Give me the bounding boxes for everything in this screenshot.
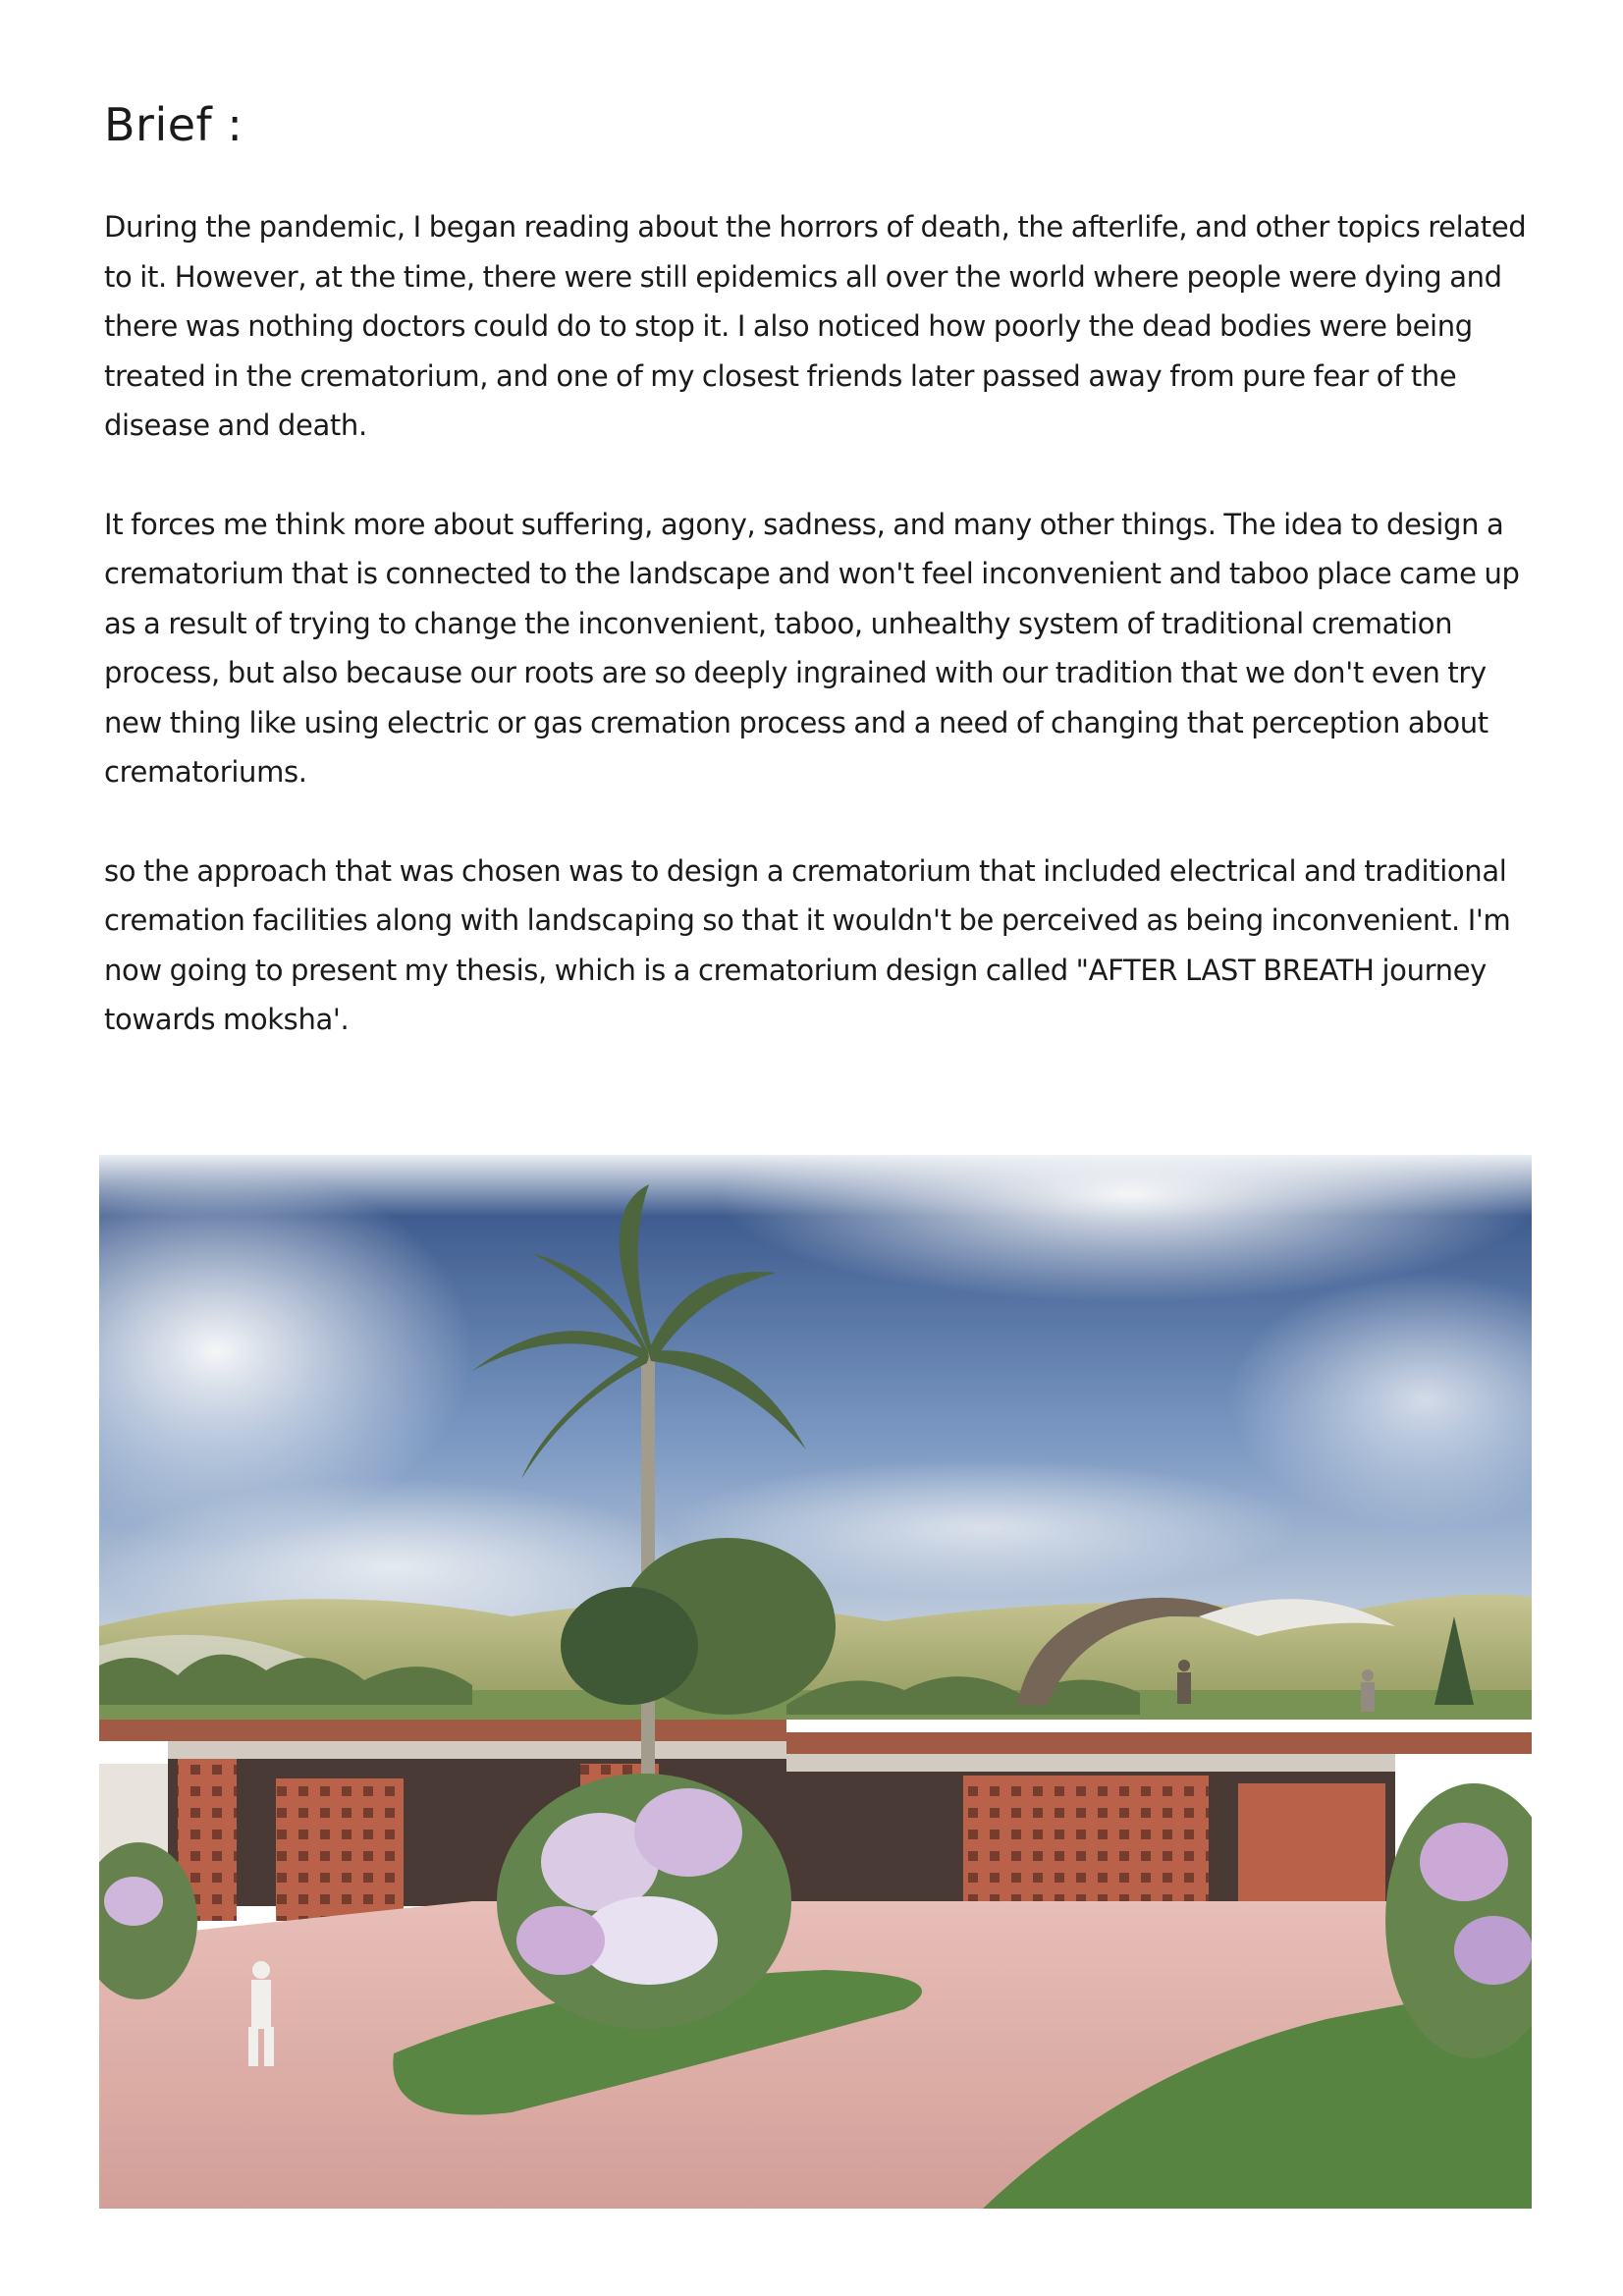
film-grain-overlay bbox=[99, 1155, 1532, 2209]
crematorium-render-illustration bbox=[99, 1155, 1532, 2209]
brief-text bbox=[104, 202, 1538, 1094]
brief-paragraph-1: During the pandemic, I began reading about the horrors of death, the afterlife, and other topics related to it. However, at the time, there were still epidemics all over the world where people were dying and there was nothing doctors could do to stop it. I also noticed how poorly the dead bodies were being treated in the crematorium, and one of my closest friends later passed away from pure fear of the disease and death. bbox=[104, 210, 1527, 442]
brief-paragraph-2: It forces me think more about suffering, agony, sadness, and many other things. The idea to design a crematorium that is connected to the landscape and won't feel inconvenient and taboo place came up as a result of trying to change the inconvenient, taboo, unhealthy system of traditional cremation process, but also because our roots are so deeply ingrained with our tradition that we don't even try new thing like using electric or gas cremation process and a need of changing that perception about crematoriums. bbox=[104, 507, 1520, 789]
brief-paragraph-3: so the approach that was chosen was to design a crematorium that included electrical and traditional cremation facilities along with landscaping so that it wouldn't be perceived as being inconvenient. I'm now going to present my thesis, which is a crematorium design called "AFTER LAST BREATH journey towards moksha'. bbox=[104, 853, 1511, 1036]
crematorium-render-image bbox=[99, 1155, 1532, 2209]
page-heading: Brief : bbox=[104, 98, 243, 151]
